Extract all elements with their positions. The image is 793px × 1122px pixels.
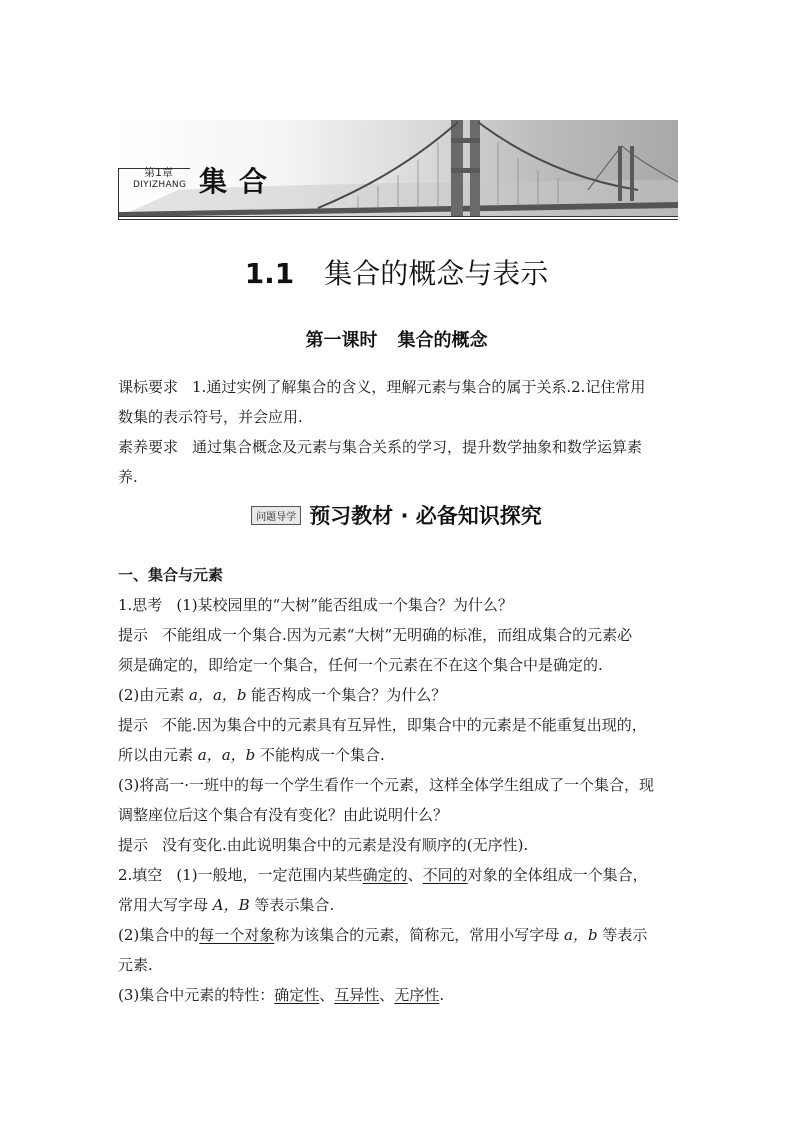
fill-text: 、 xyxy=(379,986,395,1004)
fill-answer: 每一个对象 xyxy=(199,926,275,944)
section-number: 1.1 xyxy=(244,257,295,290)
question-line xyxy=(118,680,678,710)
banner-rule xyxy=(118,219,678,220)
answer-text: 所以由元素 xyxy=(118,746,198,764)
question-line: (3)将高一·一班中的每一个学生看作一个元素，这样全体学生组成了一个集合，现 xyxy=(118,776,655,794)
fill-line xyxy=(118,920,678,950)
study-heading xyxy=(0,500,793,530)
fill-line xyxy=(118,980,678,1010)
section-name: 集合的概念与表示 xyxy=(324,257,549,290)
chapter-number: 第1章 xyxy=(144,166,173,179)
fill-text: 称为该集合的元素，简称元，常用小写字母 xyxy=(274,926,565,944)
fill-answer: 不同的 xyxy=(422,866,468,884)
question-text: 能否构成一个集合？为什么？ xyxy=(246,686,447,704)
study-title: 预习教材 · 必备知识探究 xyxy=(309,504,542,528)
answer-line: 须是确定的，即给定一个集合，任何一个元素在不在这个集合中是确定的. xyxy=(118,656,603,674)
think-label: 1.思考 xyxy=(118,596,163,614)
answer-line xyxy=(118,710,678,740)
literacy-text: 通过集合概念及元素与集合关系的学习，提升数学抽象和数学运算素 xyxy=(192,438,643,456)
curriculum-line: 数集的表示符号，并会应用. xyxy=(118,408,303,426)
math-vars: a，a，b xyxy=(197,746,256,764)
fill-label: 2.填空 xyxy=(118,866,163,884)
fill-text: 等表示集合. xyxy=(249,896,335,914)
curriculum-text: 1.通过实例了解集合的含义，理解元素与集合的属于关系.2.记住常用 xyxy=(192,378,646,396)
banner-rule xyxy=(118,168,119,220)
literacy-line: 养. xyxy=(118,468,138,486)
chapter-pinyin: DIYIZHANG xyxy=(133,180,187,190)
hint-label: 提示 xyxy=(118,626,149,644)
question-text: (2)由元素 xyxy=(118,686,190,704)
literacy-line xyxy=(118,432,678,462)
literacy-label: 素养要求 xyxy=(118,438,179,456)
fill-text: 、 xyxy=(407,866,423,884)
study-tag: 问题导学 xyxy=(251,506,301,525)
question-text: (1)某校园里的“大树”能否组成一个集合？为什么？ xyxy=(176,596,513,614)
math-vars: A，B xyxy=(212,896,250,914)
fill-answer: 确定性 xyxy=(274,986,320,1004)
curriculum-label: 课标要求 xyxy=(118,378,179,396)
fill-text: . xyxy=(439,986,445,1004)
fill-line: 元素. xyxy=(118,956,153,974)
fill-text: 对象的全体组成一个集合， xyxy=(467,866,648,884)
fill-answer: 互异性 xyxy=(334,986,380,1004)
fill-line xyxy=(118,860,678,890)
curriculum-line xyxy=(118,372,678,402)
question-line: 调整座位后这个集合有没有变化？由此说明什么？ xyxy=(118,806,449,824)
fill-line xyxy=(118,890,678,920)
lesson-part: 第一课时 xyxy=(305,330,378,351)
fill-text: (3)集合中元素的特性： xyxy=(118,986,275,1004)
hint-label: 提示 xyxy=(118,716,149,734)
content-body xyxy=(118,560,678,1010)
answer-text: 没有变化.由此说明集合中的元素是没有顺序的(无序性). xyxy=(162,836,529,854)
lesson-name: 集合的概念 xyxy=(397,330,488,351)
fill-text: 常用大写字母 xyxy=(118,896,213,914)
content-heading: 一、集合与元素 xyxy=(118,566,224,584)
answer-line xyxy=(118,620,678,650)
chapter-title: 集合 xyxy=(199,165,280,198)
answer-text: 不能构成一个集合. xyxy=(255,746,385,764)
math-vars: a，b xyxy=(564,926,598,944)
fill-text: (1)一般地，一定范围内某些 xyxy=(176,866,363,884)
fill-text: 等表示 xyxy=(597,926,648,944)
math-vars: a，a，b xyxy=(189,686,247,704)
fill-text: (2)集合中的 xyxy=(118,926,200,944)
answer-text: 不能.因为集合中的元素具有互异性，即集合中的元素是不能重复出现的， xyxy=(162,716,647,734)
hint-label: 提示 xyxy=(118,836,149,854)
answer-line xyxy=(118,740,678,770)
fill-text: 、 xyxy=(319,986,335,1004)
section-title xyxy=(0,252,793,292)
question-line xyxy=(118,590,678,620)
requirements xyxy=(118,372,678,492)
fill-answer: 无序性 xyxy=(394,986,440,1004)
lesson-title xyxy=(0,326,793,352)
answer-text: 不能组成一个集合.因为元素“大树”无明确的标准，而组成集合的元素必 xyxy=(162,626,633,644)
answer-line xyxy=(118,830,678,860)
fill-answer: 确定的 xyxy=(362,866,408,884)
